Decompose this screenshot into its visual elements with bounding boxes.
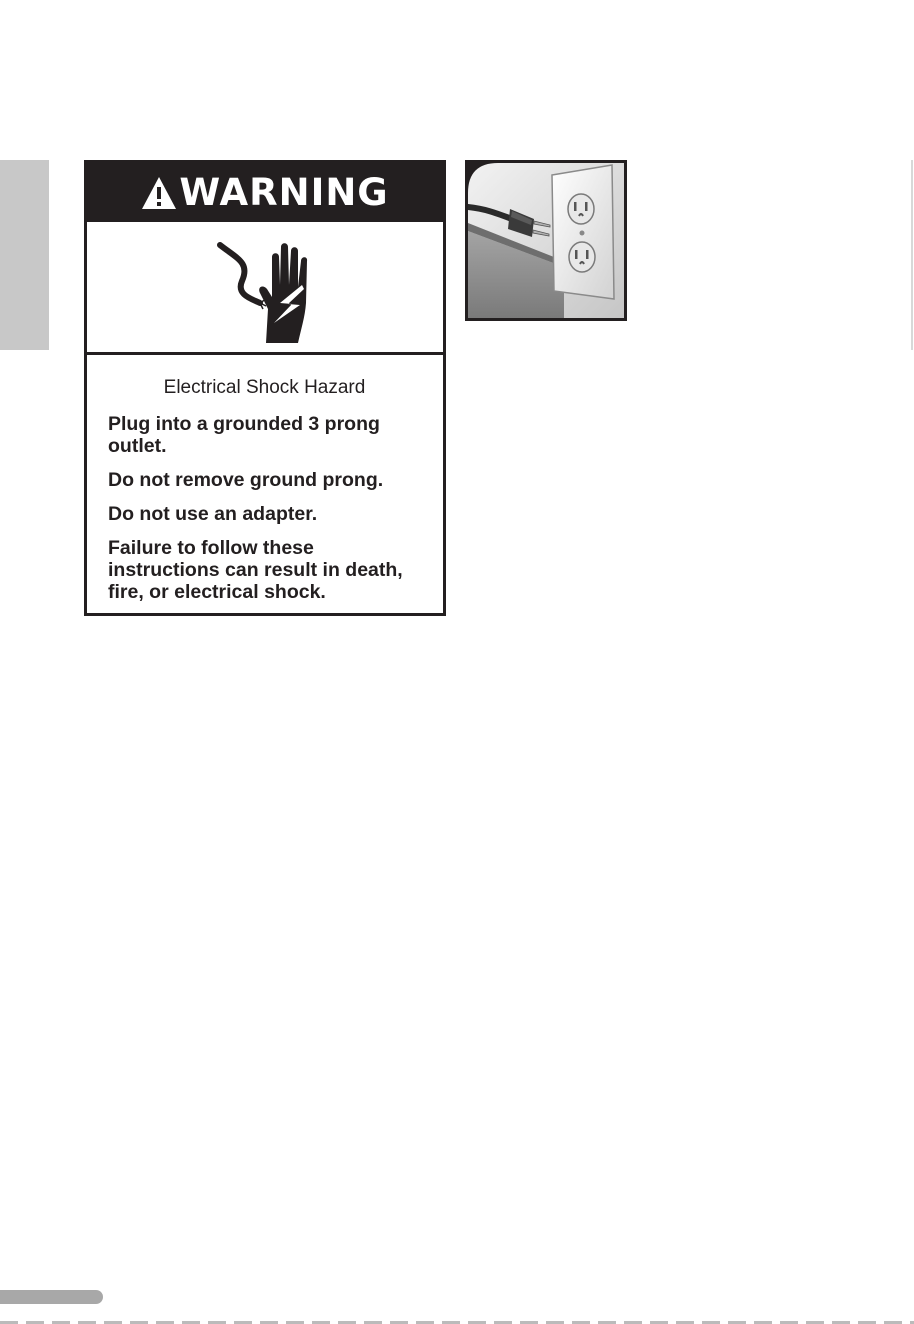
warning-header (87, 163, 443, 222)
plug-and-outlet-illustration (468, 163, 624, 318)
side-tab (0, 160, 49, 350)
hazard-title: Electrical Shock Hazard (163, 377, 366, 398)
warning-instructions (87, 355, 443, 603)
page-number-tab (0, 1290, 103, 1304)
instruction-ground-prong: Do not remove ground prong. (108, 469, 384, 491)
warning-triangle-icon (141, 176, 177, 210)
outlet-photo (465, 160, 627, 321)
warning-label (84, 160, 446, 616)
hazard-symbol (87, 222, 443, 355)
electric-shock-hand-icon (200, 227, 330, 347)
signal-word: WARNING (179, 171, 389, 214)
instruction-grounded-outlet: Plug into a grounded 3 prong outlet. (108, 413, 380, 457)
edge-rule (911, 160, 913, 350)
instruction-consequence: Failure to follow these instructions can result in death, fire, or electrical shock. (108, 537, 403, 603)
instruction-no-adapter: Do not use an adapter. (108, 503, 318, 525)
